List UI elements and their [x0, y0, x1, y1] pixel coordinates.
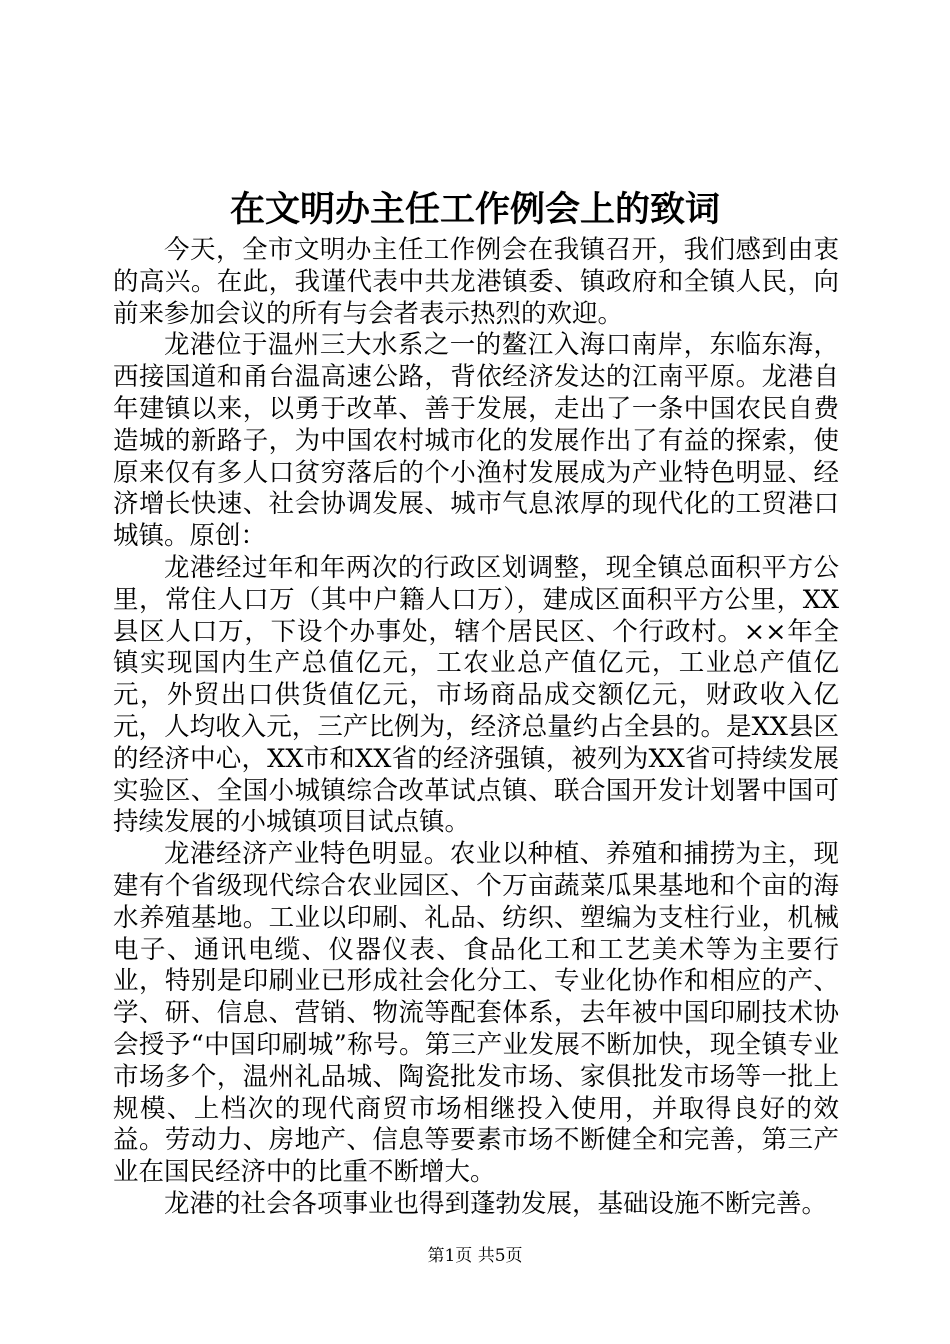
document-body — [113, 235, 839, 1221]
paragraph-4: 龙港经济产业特色明显。农业以种植、养殖和捕捞为主，现建有个省级现代综合农业园区、个万亩蔬菜瓜果基地和个亩的海水养殖基地。工业以印刷、礼品、纺织、塑编为支柱行业，机械电子、通讯电缆、仪器仪表、食品化工和工艺美术等为主要行业，特别是印刷业已形成社会化分工、专业化协作和相应的产、学、研、信息、营销、物流等配套体系，去年被中国印刷技术协会授予“中国印刷城”称号。第三产业发展不断加快，现全镇专业市场多个，温州礼品城、陶瓷批发市场、家俱批发市场等一批上规模、上档次的现代商贸市场相继投入使用，并取得良好的效益。劳动力、房地产、信息等要素市场不断健全和完善，第三产业在国民经济中的比重不断增大。 — [113, 839, 839, 1188]
paragraph-3: 龙港经过年和年两次的行政区划调整，现全镇总面积平方公里，常住人口万（其中户籍人口万），建成区面积平方公里，XX县区人口万，下设个办事处，辖个居民区、个行政村。××年全镇实现国内生产总值亿元，工农业总产值亿元，工业总产值亿元，外贸出口供货值亿元，市场商品成交额亿元，财政收入亿元，人均收入元，三产比例为，经济总量约占全县的。是XX县区的经济中心，XX市和XX省的经济强镇，被列为XX省可持续发展实验区、全国小城镇综合改革试点镇、联合国开发计划署中国可持续发展的小城镇项目试点镇。 — [113, 552, 839, 838]
document-title: 在文明办主任工作例会上的致词 — [229, 189, 720, 230]
paragraph-5: 龙港的社会各项事业也得到蓬勃发展，基础设施不断完善。 — [164, 1188, 828, 1219]
page-footer: 第1页 共5页 — [427, 1246, 523, 1266]
paragraph-1: 今天，全市文明办主任工作例会在我镇召开，我们感到由衷的高兴。在此，我谨代表中共龙港镇委、镇政府和全镇人民，向前来参加会议的所有与会者表示热烈的欢迎。 — [113, 235, 839, 329]
paragraph-2: 龙港位于温州三大水系之一的鳌江入海口南岸，东临东海，西接国道和甬台温高速公路，背依经济发达的江南平原。龙港自年建镇以来，以勇于改革、善于发展，走出了一条中国农民自费造城的新路子，为中国农村城市化的发展作出了有益的探索，使原来仅有多人口贫穷落后的个小渔村发展成为产业特色明显、经济增长快速、社会协调发展、城市气息浓厚的现代化的工贸港口城镇。原创： — [113, 330, 839, 552]
